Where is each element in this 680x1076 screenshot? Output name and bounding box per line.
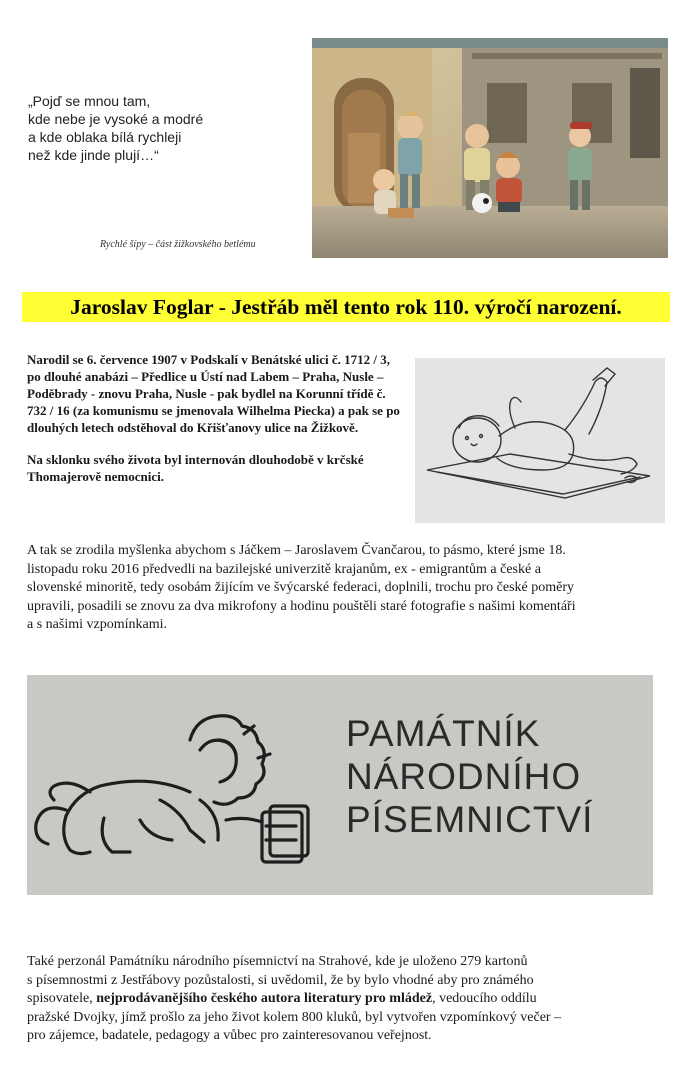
story-line: slovenské minoritě, tedy osobám žijícím ve švýcarské federaci, doplnili, trochu pro české poměry bbox=[27, 580, 575, 595]
quote-line: kde nebe je vysoké a modré bbox=[28, 111, 204, 127]
closing-paragraph bbox=[27, 953, 667, 1046]
biography-text bbox=[27, 351, 405, 485]
story-paragraph bbox=[27, 542, 667, 635]
outro-emphasis: nejprodávanějšího českého autora literatury pro mládež bbox=[96, 991, 433, 1006]
museum-name-line: PAMÁTNÍK bbox=[346, 713, 541, 754]
outro-line: pro zájemce, badatele, pedagogy a vůbec pro zainteresovanou veřejnost. bbox=[27, 1028, 432, 1043]
story-line: a s našimi vzpomínkami. bbox=[27, 617, 167, 632]
outro-line: pražské Dvojky, jímž prošlo za jeho život kolem 800 kluků, byl vytvořen vzpomínkový večer – bbox=[27, 1009, 562, 1025]
poem-quote bbox=[28, 92, 298, 164]
photo-caption: Rychlé šípy – část žižkovského betlému bbox=[100, 239, 256, 250]
story-line: listopadu roku 2016 předvedli na bazilejské univerzitě krajanům, ex - emigrantům a české a bbox=[27, 561, 541, 577]
story-line: A tak se zrodila myšlenka abychom s Jáčkem – Jaroslavem Čvančarou, to pásmo, které jsme 18. bbox=[27, 543, 566, 558]
museum-name-line: NÁRODNÍHO bbox=[346, 756, 582, 797]
lion-logo-icon bbox=[30, 700, 320, 875]
outro-text: , vedoucího oddílu bbox=[432, 991, 537, 1006]
bio-paragraph: Na sklonku svého života byl internován dlouhodobě v krčské Thomajerově nemocnici. bbox=[27, 452, 364, 484]
outro-line: s písemnostmi z Jestřábovy pozůstalosti, si uvědomil, že by bylo vhodné aby pro známého bbox=[27, 972, 534, 988]
quote-line: „Pojď se mnou tam, bbox=[28, 93, 151, 109]
museum-name-line: PÍSEMNICTVÍ bbox=[346, 799, 594, 840]
outro-text: spisovatele, bbox=[27, 991, 97, 1006]
quote-line: než kde jinde plují…“ bbox=[28, 147, 159, 163]
outro-line bbox=[27, 990, 667, 1009]
story-line: upravili, posadili se znovu za dva mikrofony a hodinu pouštěli staré fotografie s našimi komentáři bbox=[27, 598, 576, 614]
museum-name bbox=[346, 712, 593, 841]
quote-line: a kde oblaka bílá rychleji bbox=[28, 129, 182, 145]
outro-line: Také perzonál Památníku národního písemnictví na Strahové, kde je uloženo 279 kartonů bbox=[27, 954, 528, 969]
boy-sketch-illustration bbox=[415, 358, 665, 523]
page-headline: Jaroslav Foglar - Jestřáb měl tento rok 110. výročí narození. bbox=[22, 292, 670, 322]
bio-paragraph: Narodil se 6. července 1907 v Podskalí v Benátské ulici č. 1712 / 3, po dlouhé anabázi – Předlice u Ústí nad Labem – Praha, Nusle – Poděbrady - znovu Praha, Nusle - pak bydlel na Korunní třídě č. 732 / 16 (za komunismu se jmenovala Wilhelma Piecka) a pak se po dlouhých letech odstěhoval do Křišťanovy ulice na Žižkově. bbox=[27, 352, 400, 435]
nativity-figurines-photo bbox=[312, 38, 668, 258]
